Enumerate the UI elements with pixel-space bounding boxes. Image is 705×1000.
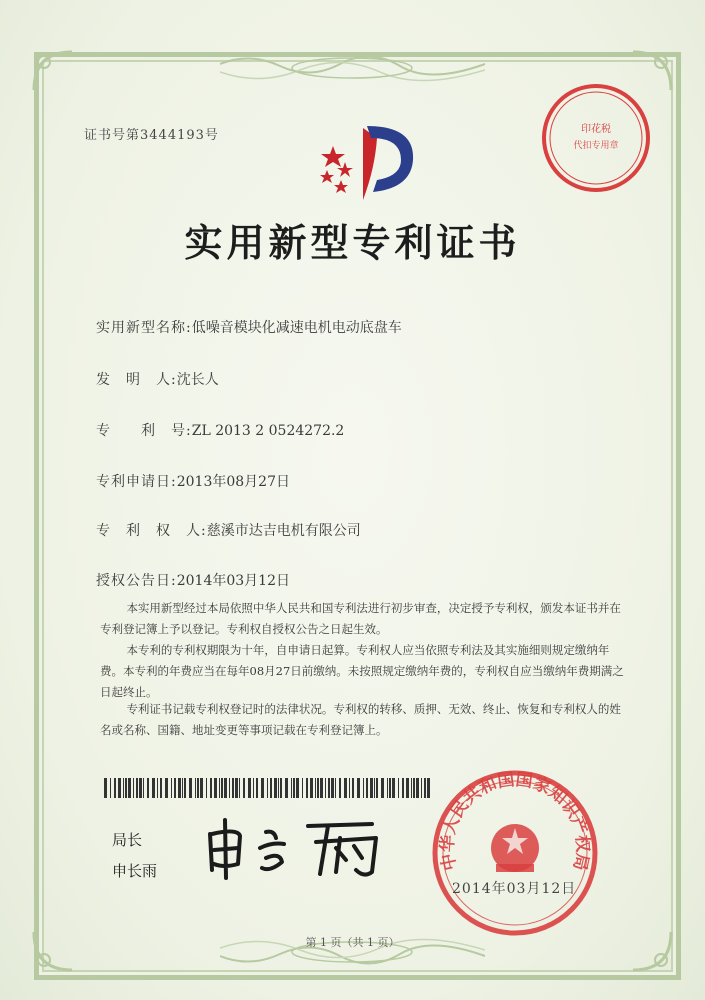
barcode <box>104 778 434 798</box>
field-value: 低噪音模块化减速电机电动底盘车 <box>191 320 402 336</box>
director-name: 申长雨 <box>112 862 158 880</box>
field-label: 发 明 人: <box>96 372 177 388</box>
field-value: 2014年03月12日 <box>176 573 290 589</box>
field-label: 专利申请日: <box>96 474 177 490</box>
field-value: 2013年08月27日 <box>176 474 290 490</box>
field-label: 授权公告日: <box>96 573 177 589</box>
paragraph-legal-status: 专利证书记载专利权登记时的法律状况。专利权的转移、质押、无效、终止、恢复和专利权人的姓名或名称、国籍、地址变更等事项记载在专利登记簿上。 <box>100 702 621 737</box>
corner-ornament <box>30 48 76 94</box>
svg-text:印花税: 印花税 <box>581 124 611 135</box>
certificate-title: 实用新型专利证书 <box>184 220 521 265</box>
field-grant-date <box>96 570 290 590</box>
field-label: 专 利 号: <box>96 423 192 439</box>
page-footer: 第 1 页（共 1 页） <box>305 936 400 949</box>
svg-text:中华人民共和国国家知识产权局: 中华人民共和国国家知识产权局 <box>437 769 593 873</box>
field-patent-number <box>96 420 344 440</box>
official-seal-icon <box>540 82 652 194</box>
patent-office-logo-icon <box>315 108 425 208</box>
field-label: 专 利 权 人: <box>96 523 207 539</box>
director-title: 局长 <box>112 831 143 849</box>
field-value: ZL 2013 2 0524272.2 <box>191 423 345 439</box>
field-patentee <box>96 520 361 540</box>
svg-text:代扣专用章: 代扣专用章 <box>573 141 619 151</box>
certificate-number: 证书号第3444193号 <box>84 128 219 143</box>
field-value: 慈溪市达吉电机有限公司 <box>206 523 361 539</box>
paragraph-grant-statement: 本实用新型经过本局依照中华人民共和国专利法进行初步审查，决定授予专利权，颁发本证书并在专利登记簿上予以登记。专利权自授权公告之日起生效。 <box>100 601 621 636</box>
handwritten-signature <box>200 812 390 882</box>
field-inventor <box>96 369 219 389</box>
official-seal-icon <box>430 768 600 938</box>
stamp-date: 2014年03月12日 <box>452 881 577 897</box>
field-application-date <box>96 471 290 491</box>
field-label: 实用新型名称: <box>96 320 192 336</box>
field-value: 沈长人 <box>176 372 219 388</box>
field-utility-name <box>96 317 402 337</box>
paragraph-term-statement: 本专利的专利权期限为十年，自申请日起算。专利权人应当依照专利法及其实施细则规定缴纳年费。本专利的年费应当在每年08月27日前缴纳。未按照规定缴纳年费的，专利权自应当缴纳年费期满之日起终止。 <box>100 643 624 699</box>
top-ornament <box>220 52 485 92</box>
